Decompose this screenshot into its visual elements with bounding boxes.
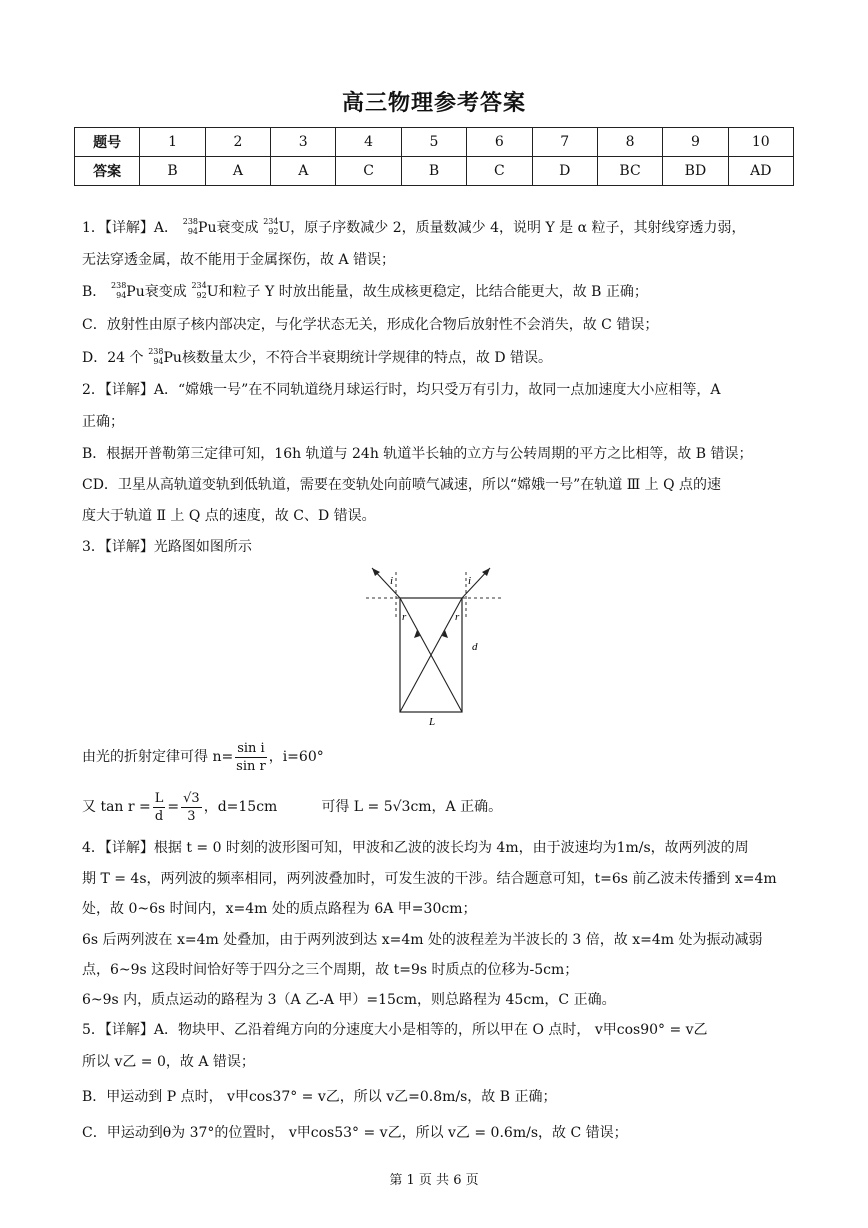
q1-text: D．24 个 — [82, 350, 144, 366]
table-cell-answer: BC — [597, 157, 662, 186]
table-cell-answer: B — [140, 157, 205, 186]
label-d: d — [472, 641, 478, 653]
mass-number: 238 — [148, 347, 164, 356]
table-header-label: 题号 — [75, 128, 140, 157]
label-L: L — [429, 716, 436, 728]
q4-line-5: 点，6~9s 这段时间恰好等于四分之三个周期，故 t=9s 时质点的位移为-5cm； — [82, 962, 579, 978]
q3-tan-line — [82, 788, 802, 828]
atomic-number: 94 — [116, 291, 127, 300]
mass-number: 238 — [111, 281, 127, 290]
q1-line-d — [82, 348, 802, 368]
q4-line-2: 期 T = 4s，两列波的频率相同，两列波叠加时，可发生波的干涉。结合题意可知，t=6s 前乙波未传播到 x=4m — [82, 871, 777, 887]
table-cell-number: 1 — [140, 128, 205, 157]
atomic-number: 92 — [268, 227, 279, 236]
mass-number: 234 — [263, 217, 279, 226]
fraction-sin — [235, 740, 267, 775]
answer-table-answer-row — [75, 157, 794, 186]
q1-line-1 — [82, 218, 802, 238]
q1-text: 衰变成 — [144, 284, 187, 300]
table-cell-answer: D — [532, 157, 597, 186]
q2-line-5: 度大于轨道 Ⅱ 上 Q 点的速度，故 C、D 错误。 — [82, 508, 376, 524]
table-cell-number: 9 — [663, 128, 728, 157]
table-cell-answer: C — [336, 157, 401, 186]
table-cell-number: 10 — [728, 128, 793, 157]
element-symbol: Pu — [163, 350, 182, 366]
table-cell-answer: AD — [728, 157, 793, 186]
isotope-u — [258, 218, 278, 238]
page-title: 高三物理参考答案 — [341, 91, 526, 116]
q4-line-4: 6s 后两列波在 x=4m 处叠加，由于两列波到达 x=4m 处的波程差为半波长的 3 倍，故 x=4m 处为振动减弱 — [82, 932, 763, 948]
fraction-numerator: sin i — [237, 740, 265, 756]
table-cell-number: 2 — [205, 128, 270, 157]
table-cell-answer: BD — [663, 157, 728, 186]
q2-line-3: B．根据开普勒第三定律可知，16h 轨道与 24h 轨道半长轴的立方与公转周期的平方之比相等，故 B 错误； — [82, 446, 753, 462]
table-cell-number: 8 — [597, 128, 662, 157]
label-i-left: i — [390, 575, 394, 587]
answer-table-number-row — [75, 128, 794, 157]
table-cell-number: 6 — [467, 128, 532, 157]
q4-line-3: 处，故 0~6s 时间内，x=4m 处的质点路程为 6A 甲=30cm； — [82, 901, 477, 917]
fraction-numerator: √3 — [183, 790, 200, 806]
mass-number: 234 — [191, 281, 207, 290]
fraction-denominator: 3 — [187, 808, 196, 824]
table-cell-answer: B — [401, 157, 466, 186]
atomic-number: 92 — [196, 291, 207, 300]
q1-line-b — [82, 282, 802, 302]
element-symbol: U — [278, 220, 291, 236]
table-cell-number: 3 — [271, 128, 336, 157]
label-r-right: r — [455, 611, 460, 623]
atomic-number: 94 — [187, 227, 199, 236]
q3-text: ，i=60° — [268, 749, 324, 765]
q2-line-4: CD．卫星从高轨道变轨到低轨道，需要在变轨处向前喷气减速，所以“嫦娥一号”在轨道 Ⅲ 上 Q 点的速 — [82, 477, 722, 493]
table-answer-label: 答案 — [75, 157, 140, 186]
label-r-left: r — [402, 611, 407, 623]
q1-lead: 1．【详解】A． — [82, 220, 179, 236]
q1-text: 和粒子 Y 时放出能量，故生成核更稳定，比结合能更大，故 B 正确； — [218, 284, 648, 300]
table-cell-answer: A — [271, 157, 336, 186]
table-cell-number: 4 — [336, 128, 401, 157]
q2-line-2: 正确； — [82, 414, 124, 430]
q5-line-3: B．甲运动到 P 点时， v甲cos37° = v乙，所以 v乙=0.8m/s，故 B 正确； — [82, 1089, 557, 1105]
q1-text: ，原子序数减少 2，质量数减少 4，说明 Y 是 α 粒子，其射线穿透力弱， — [290, 220, 746, 236]
isotope-pu — [178, 218, 198, 238]
q3-text: = — [167, 799, 180, 815]
isotope-pu — [106, 282, 126, 302]
isotope-pu — [144, 348, 164, 368]
q3-line-1: 3．【详解】光路图如图所示 — [82, 539, 252, 555]
element-symbol: Pu — [126, 284, 145, 300]
q1-text: B． — [82, 284, 107, 300]
q4-line-1: 4．【详解】根据 t = 0 时刻的波形图可知，甲波和乙波的波长均为 4m，由于波速均为1m/s，故两列波的周 — [82, 840, 749, 856]
element-symbol: Pu — [198, 220, 217, 236]
table-cell-number: 5 — [401, 128, 466, 157]
q3-result: 可得 L = 5√3cm，A 正确。 — [321, 799, 503, 815]
q3-text: 由光的折射定律可得 n= — [82, 749, 234, 765]
q5-line-4: C．甲运动到θ为 37°的位置时， v甲cos53° = v乙，所以 v乙 = 0.6m/s，故 C 错误； — [82, 1125, 628, 1141]
fraction-denominator: d — [154, 808, 164, 824]
table-cell-number: 7 — [532, 128, 597, 157]
q1-line-c: C．放射性由原子核内部决定，与化学状态无关，形成化合物后放射性不会消失，故 C 错误； — [82, 317, 659, 333]
table-cell-answer: A — [205, 157, 270, 186]
q5-line-2: 所以 v乙 = 0，故 A 错误； — [82, 1054, 255, 1070]
q1-text: 核数量太少，不符合半衰期统计学规律的特点，故 D 错误。 — [181, 350, 553, 366]
element-symbol: U — [206, 284, 219, 300]
isotope-u — [187, 282, 207, 302]
q2-line-1: 2．【详解】A．“嫦娥一号”在不同轨道绕月球运行时，均只受万有引力，故同一点加速度大小应相等，A — [82, 382, 721, 398]
q4-line-6: 6~9s 内，质点运动的路程为 3（A 乙-A 甲）=15cm，则总路程为 45cm，C 正确。 — [82, 992, 616, 1008]
light-path-diagram — [362, 562, 512, 730]
fraction-root3 — [181, 790, 202, 825]
fraction-denominator: sin r — [236, 758, 266, 774]
q1-text: 衰变成 — [216, 220, 259, 236]
mass-number: 238 — [182, 217, 199, 226]
label-i-right: i — [468, 575, 472, 587]
fraction-numerator: L — [154, 790, 164, 806]
fraction-l-d — [153, 790, 166, 825]
q3-text: 又 tan r = — [82, 799, 151, 815]
answer-table — [74, 127, 794, 186]
atomic-number: 94 — [153, 357, 164, 366]
table-cell-answer: C — [467, 157, 532, 186]
q3-text: ，d=15cm — [203, 799, 278, 815]
q1-line-2: 无法穿透金属，故不能用于金属探伤，故 A 错误； — [82, 252, 396, 268]
q3-refraction-law — [82, 738, 802, 778]
page-footer: 第 1 页 共 6 页 — [389, 1173, 479, 1188]
q5-line-1: 5．【详解】A．物块甲、乙沿着绳方向的分速度大小是相等的，所以甲在 O 点时， v甲cos90° = v乙 — [82, 1022, 708, 1038]
